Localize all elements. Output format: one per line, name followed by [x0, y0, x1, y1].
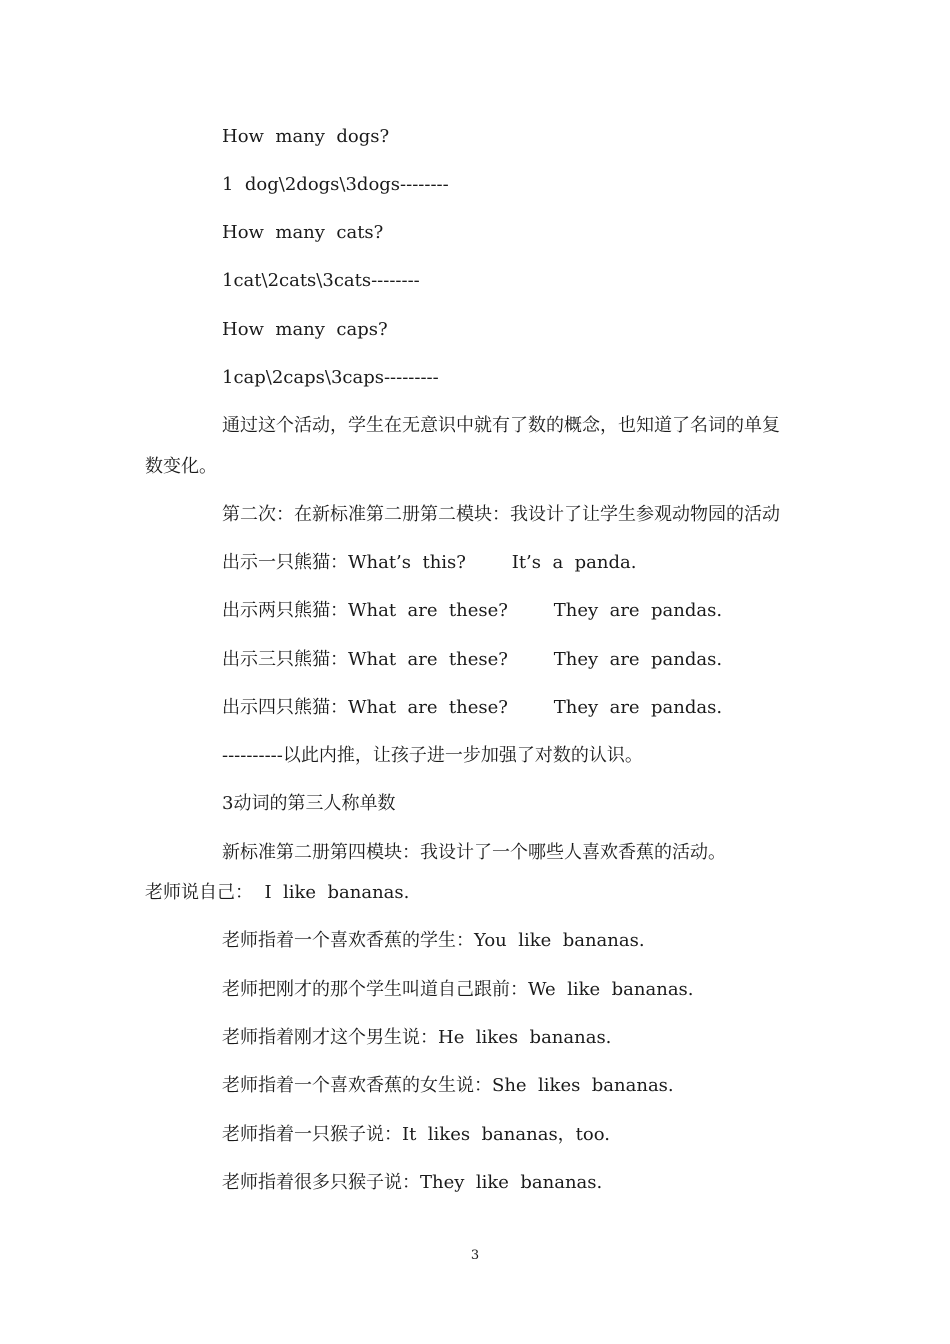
- text-line: 老师指着一个喜欢香蕉的女生说：She likes bananas.: [222, 1075, 674, 1096]
- text-line: 1cap\2caps\3caps---------: [222, 367, 439, 388]
- text-line: 老师指着一个喜欢香蕉的学生：You like bananas.: [222, 930, 645, 951]
- paragraph-line: 第二次：在新标准第二册第二模块：我设计了让学生参观动物园的活动: [222, 504, 780, 525]
- paragraph-line: 通过这个活动，学生在无意识中就有了数的概念，也知道了名词的单复: [222, 415, 780, 436]
- text-line: 出示两只熊猫：What are these? They are pandas.: [222, 600, 723, 621]
- text-line: 1cat\2cats\3cats--------: [222, 270, 420, 291]
- text-line: 出示三只熊猫：What are these? They are pandas.: [222, 649, 723, 670]
- page-number: 3: [470, 1248, 480, 1263]
- text-line: How many cats?: [222, 222, 384, 243]
- text-line: 出示四只熊猫：What are these? They are pandas.: [222, 697, 723, 718]
- text-line: 1 dog\2dogs\3dogs--------: [222, 174, 449, 195]
- paragraph-line: 数变化。: [145, 456, 217, 477]
- text-line: ----------以此内推，让孩子进一步加强了对数的认识。: [222, 745, 643, 766]
- text-line: How many dogs?: [222, 126, 390, 147]
- text-line: 老师说自己： I like bananas.: [145, 882, 410, 903]
- text-line: How many caps?: [222, 319, 388, 340]
- text-line: 老师指着一只猴子说：It likes bananas，too.: [222, 1124, 610, 1145]
- section-heading: 3动词的第三人称单数: [222, 793, 396, 814]
- paragraph-line: 新标准第二册第四模块：我设计了一个哪些人喜欢香蕉的活动。: [222, 842, 726, 863]
- text-line: 出示一只熊猫：What’s this? It’s a panda.: [222, 552, 637, 573]
- text-line: 老师把刚才的那个学生叫道自己跟前：We like bananas.: [222, 979, 694, 1000]
- text-line: 老师指着刚才这个男生说：He likes bananas.: [222, 1027, 612, 1048]
- text-line: 老师指着很多只猴子说：They like bananas.: [222, 1172, 603, 1193]
